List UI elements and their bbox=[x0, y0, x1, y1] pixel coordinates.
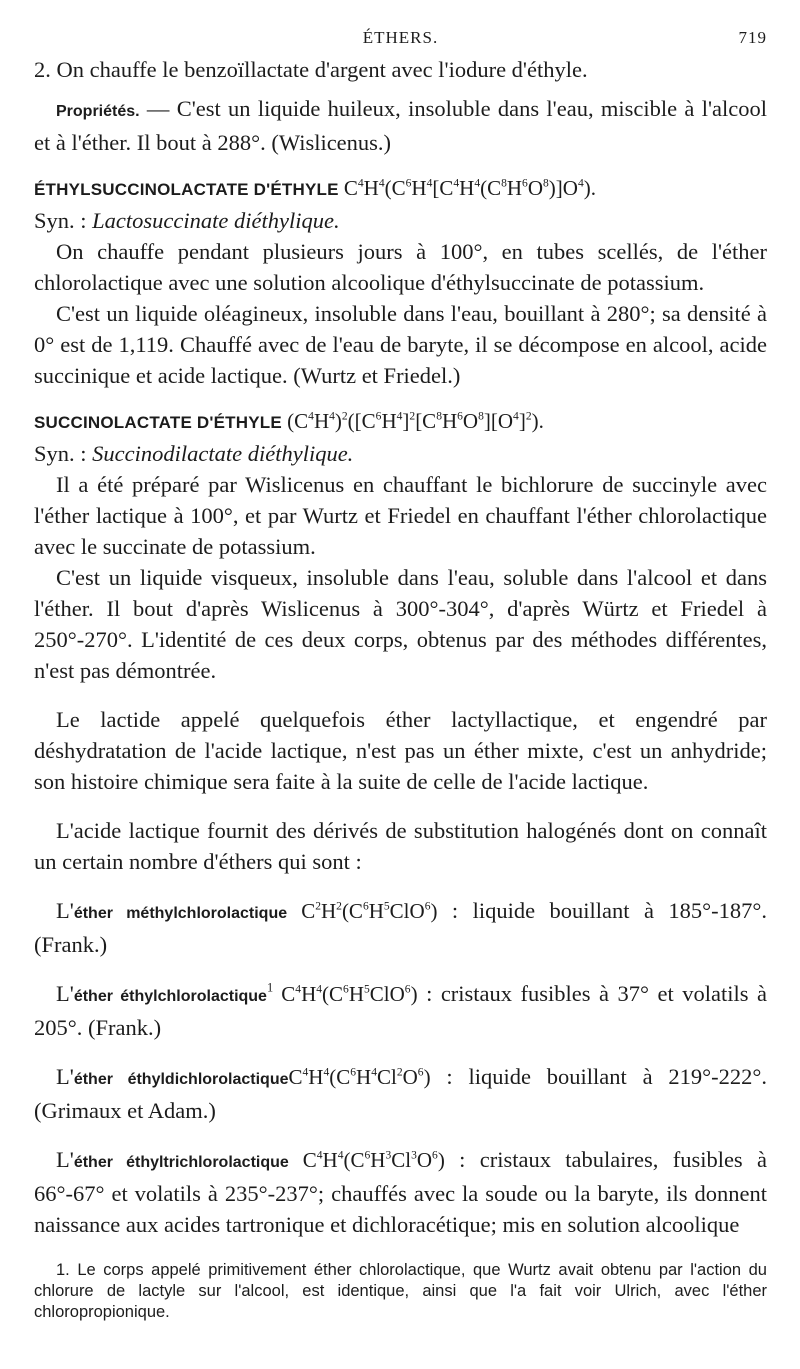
ether-name: éther éthylchlorolactique bbox=[73, 988, 267, 1005]
ether-description: : cristaux fusibles à 37° et volatils à 205°. (Frank.) bbox=[34, 981, 768, 1040]
ether-description: : liquide bouillant à 185°-187°. (Frank.) bbox=[34, 898, 767, 957]
compound-formula: $(C^4H^4)^2([C^6H^4]^2[C^8H^6O^8][O^4]^2)$. bbox=[281, 409, 544, 433]
compound-heading-succinolactate bbox=[34, 405, 767, 438]
synonym-name: Lactosuccinate diéthylique. bbox=[92, 208, 340, 233]
synonym-lactosuccinate bbox=[34, 205, 767, 236]
ether-description: : cristaux tabulaires, fusibles à 66°-67° et volatils à 235°-237°; chauffés avec la soude ou la baryte, ils donnent naissance aux acides tartronique et dichloracétique; mis en solution alcoolique bbox=[34, 1147, 768, 1237]
footnote-marker: 1 bbox=[266, 980, 274, 995]
ether-formula: $C^2H^2(C^6H^5ClO^6)$ bbox=[287, 899, 438, 923]
compound-name: SUCCINOLACTATE D'ÉTHYLE bbox=[34, 413, 282, 432]
paragraph-lactide: Le lactide appelé quelquefois éther lactyllactique, et engendré par déshydratation de l'acide lactique, n'est pas un éther mixte, c'est un anhydride; son histoire chimique sera faite à la suite de celle de l'acide lactique. bbox=[34, 707, 767, 794]
paragraph-preparation-2: 2. On chauffe le benzoïllactate d'argent avec l'iodure d'éthyle. bbox=[34, 57, 588, 82]
synonym-prefix: Syn. : bbox=[34, 441, 93, 466]
paragraph-properties bbox=[34, 93, 767, 158]
compound-name: ÉTHYLSUCCINOLACTATE D'ÉTHYLE bbox=[34, 180, 339, 199]
paragraph-methylchlorolactic-ether: L'éther méthylchlorolactique $C^2H^2(C^6H^5ClO^6)$ : liquide bouillant à 185°-187°. (Frank.) bbox=[34, 898, 767, 957]
compound-formula: $C^4H^4(C^6H^4[C^4H^4(C^8H^6O^8)]O^4)$. bbox=[338, 176, 596, 200]
synonym-name: Succinodilactate diéthylique. bbox=[92, 441, 354, 466]
running-head-title: ÉTHERS. bbox=[362, 28, 439, 47]
synonym-prefix: Syn. : bbox=[34, 208, 93, 233]
ether-formula: $C^4H^4(C^6H^5ClO^6)$ bbox=[273, 982, 418, 1006]
properties-text: — C'est un liquide huileux, insoluble dans l'eau, miscible à l'alcool et à l'éther. Il bout à 288°. (Wislicenus.) bbox=[34, 96, 767, 155]
paragraph-ethyltrichlorolactic-ether: L'éther éthyltrichlorolactique $C^4H^4(C^6H^3Cl^3O^6)$ : cristaux tabulaires, fusibles à 66°-67° et volatils à 235°-237°; chauffés avec la soude ou la baryte, ils donnent naissance aux acides tartronique et dichloracétique; mis en solution alcoolique bbox=[34, 1147, 768, 1237]
ether-name: éther éthyldichlorolactique bbox=[73, 1071, 289, 1088]
compound-heading-ethylsuccinolactate bbox=[34, 172, 767, 205]
ether-name: éther méthylchlorolactique bbox=[73, 905, 288, 922]
paragraph-ethyldichlorolactic-ether: L'éther $éthyldichlorolactiqueC^4H^4(C^6H^4Cl^2O^6)$ : liquide bouillant à 219°-222°. (Grimaux et Adam.) bbox=[34, 1064, 767, 1123]
running-head bbox=[34, 28, 767, 54]
synonym-succinodilactate bbox=[34, 438, 767, 469]
paragraph-properties-succinolactate: C'est un liquide visqueux, insoluble dans l'eau, soluble dans l'alcool et dans l'éther. Il bout d'après Wislicenus à 300°-304°, d'après Würtz et Friedel à 250°-270°. L'identité de ces deux corps, obtenus par des méthodes différentes, n'est pas démontrée. bbox=[34, 565, 767, 683]
paragraph-properties-ethylsuccinolactate: C'est un liquide oléagineux, insoluble dans l'eau, bouillant à 280°; sa densité à 0° est de 1,119. Chauffé avec de l'eau de baryte, il se décompose en alcool, acide succinique et acide lactique. (Wurtz et Friedel.) bbox=[34, 301, 767, 388]
paragraph-preparation-succinolactate: Il a été préparé par Wislicenus en chauffant le bichlorure de succinyle avec l'éther lactique à 100°, et par Wurtz et Friedel en chauffant l'éther chlorolactique avec le succinate de potassium. bbox=[34, 472, 767, 559]
paragraph-ethylchlorolactic-ether: L'éther éthylchlorolactique$^1$ $C^4H^4(C^6H^5ClO^6)$ : cristaux fusibles à 37° et volatils à 205°. (Frank.) bbox=[34, 980, 768, 1040]
footnote: 1. Le corps appelé primitivement éther chlorolactique, que Wurtz avait obtenu par l'action du chlorure de lactyle sur l'alcool, est identique, ainsi que l'a fait voir Ulrich, avec l'éther chloropropionique. bbox=[34, 1261, 767, 1321]
page-number: 719 bbox=[738, 28, 767, 47]
book-page bbox=[34, 28, 767, 1323]
paragraph-halogenated-derivatives: L'acide lactique fournit des dérivés de substitution halogénés dont on connaît un certain nombre d'éthers qui sont : bbox=[34, 818, 767, 874]
ether-description: : liquide bouillant à 219°-222°. (Grimaux et Adam.) bbox=[34, 1064, 767, 1123]
paragraph-preparation-ethylsuccinolactate: On chauffe pendant plusieurs jours à 100°, en tubes scellés, de l'éther chlorolactique avec une solution alcoolique d'éthylsuccinate de potassium. bbox=[34, 239, 767, 295]
ether-formula: $C^4H^4(C^6H^3Cl^3O^6)$ bbox=[288, 1148, 445, 1172]
ether-formula: $C^4H^4(C^6H^4Cl^2O^6)$ bbox=[288, 1065, 431, 1089]
properties-label: Propriétés. bbox=[56, 103, 140, 120]
ether-name: éther éthyltrichlorolactique bbox=[73, 1154, 289, 1171]
